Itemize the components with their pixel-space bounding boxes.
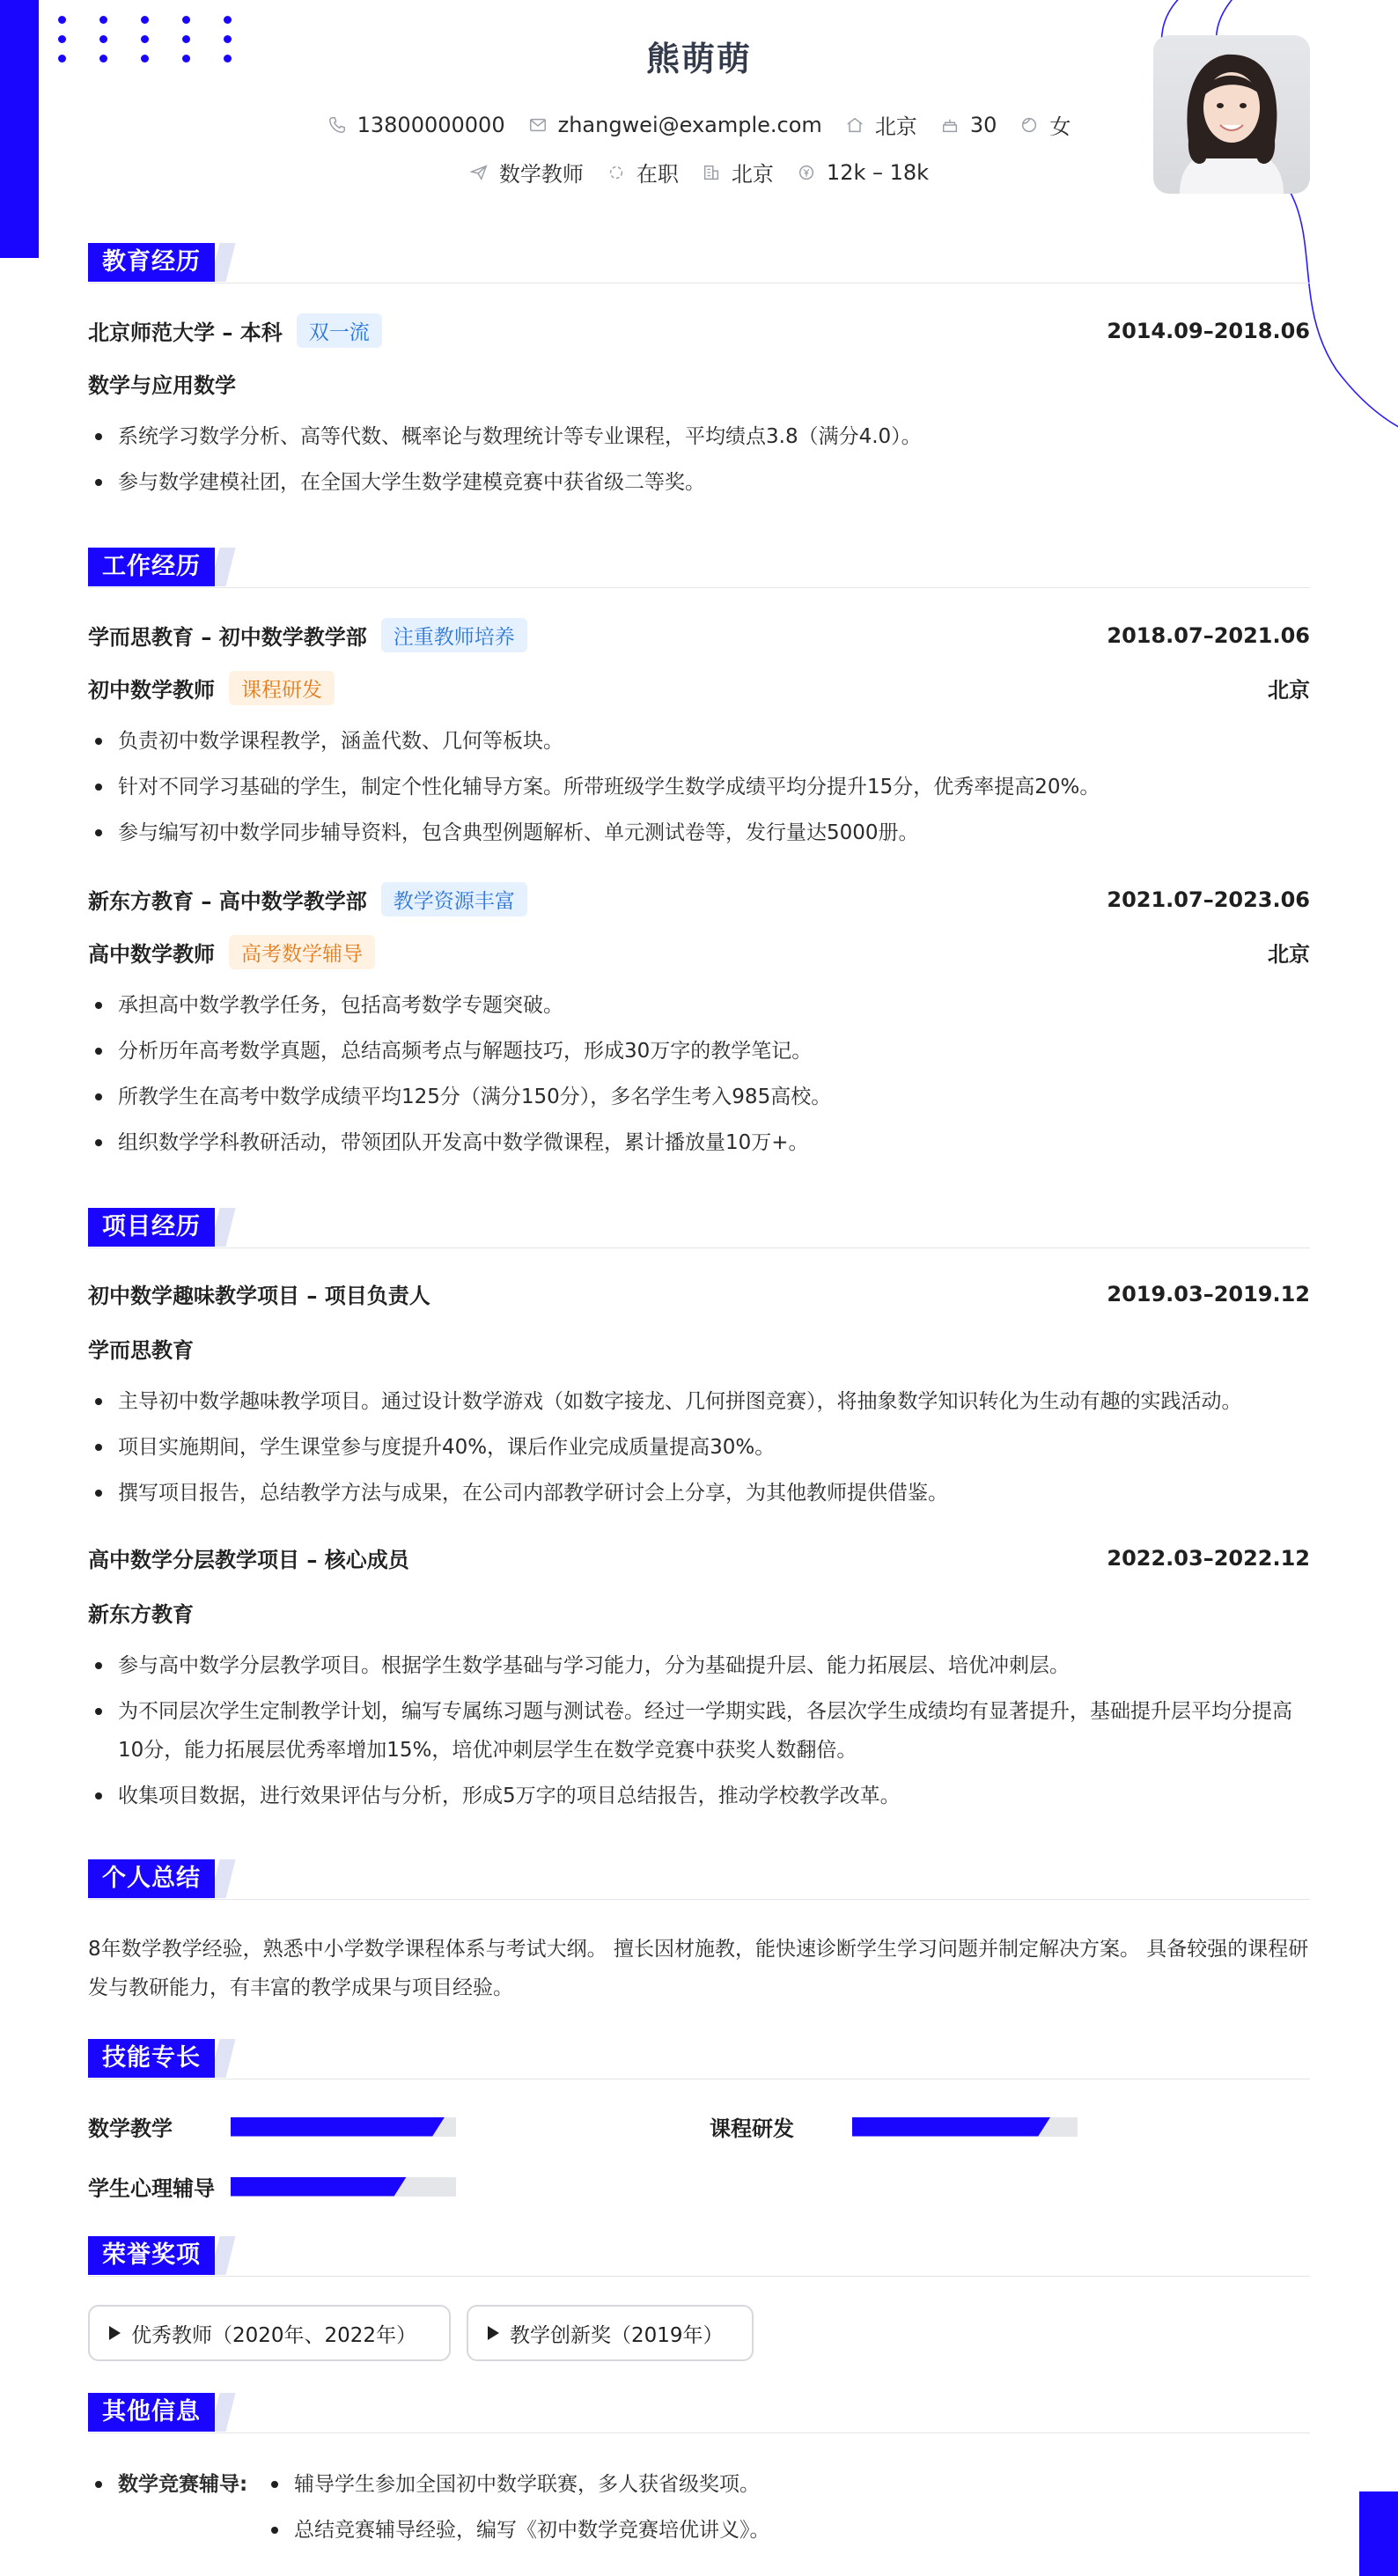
work-city: 北京 — [1268, 678, 1310, 703]
triangle-icon — [488, 2326, 499, 2340]
work-bullets — [88, 983, 1310, 1166]
send-icon — [469, 163, 489, 182]
list-item: 项目实施期间，学生课堂参与度提升40%，课后作业完成质量提高30%。 — [88, 1424, 1310, 1470]
skill-name: 数学教学 — [88, 2116, 173, 2141]
decor-right-bar — [1359, 2491, 1398, 2576]
gender-icon — [1019, 115, 1039, 135]
list-item: 所教学生在高考中数学成绩平均125分（满分150分），多名学生考入985高校。 — [88, 1074, 1310, 1120]
list-item: 负责初中数学课程教学，涵盖代数、几何等板块。 — [88, 718, 1310, 764]
education-entry-header — [88, 313, 1310, 348]
company-name: 学而思教育 – 初中数学教学部 — [88, 625, 367, 650]
mail-icon — [528, 115, 548, 135]
skill-bar-fill — [231, 2177, 407, 2197]
list-item: 辅导学生参加全国初中数学联赛，多人获省级奖项。 — [264, 2462, 770, 2507]
skill-bar — [231, 2117, 456, 2137]
cake-icon — [940, 115, 960, 135]
hometown-item — [845, 109, 917, 140]
city-text: 北京 — [731, 162, 774, 187]
skill-item — [710, 2111, 1078, 2142]
age-text: 30 — [969, 112, 997, 137]
salary-item — [797, 160, 929, 185]
section-title: 教育经历 — [88, 243, 215, 282]
list-item: 承担高中数学教学任务，包括高考数学专题突破。 — [88, 983, 1310, 1028]
status-icon — [607, 163, 626, 182]
gender-text: 女 — [1049, 114, 1071, 139]
work-entry-header — [88, 618, 1310, 652]
other-list — [264, 2462, 770, 2553]
skill-bar — [231, 2177, 456, 2197]
status-item — [607, 157, 679, 188]
project-entry-header — [88, 1542, 1310, 1573]
company-name: 新东方教育 – 高中数学教学部 — [88, 889, 367, 914]
money-icon — [797, 163, 816, 182]
role-title: 初中数学教师 — [88, 678, 215, 703]
honor-chip — [467, 2305, 754, 2361]
building-icon — [702, 163, 721, 182]
project-period: 2022.03–2022.12 — [1107, 1545, 1310, 1571]
section-skills-header — [88, 2039, 1310, 2079]
work-period: 2018.07–2021.06 — [1107, 622, 1310, 648]
list-item: 参与数学建模社团，在全国大学生数学建模竞赛中获省级二等奖。 — [88, 460, 1310, 505]
skill-bar-fill — [852, 2117, 1050, 2137]
skill-name: 学生心理辅导 — [88, 2176, 215, 2201]
education-major: 数学与应用数学 — [88, 373, 236, 398]
list-item: 系统学习数学分析、高等代数、概率论与数理统计等专业课程，平均绩点3.8（满分4.0）。 — [88, 414, 1310, 460]
skill-name: 课程研发 — [710, 2116, 794, 2141]
education-bullets — [88, 414, 1310, 505]
section-title: 工作经历 — [88, 548, 215, 586]
skill-bar-fill — [231, 2117, 445, 2137]
school-name: 北京师范大学 – 本科 — [88, 320, 283, 345]
list-item: 为不同层次学生定制教学计划，编写专属练习题与测试卷。经过一学期实践，各层次学生成绩均有显著提升，基础提升层平均分提高10分，能力拓展层优秀率增加15%，培优冲刺层学生在数学竞赛中获奖人数翻倍。 — [88, 1689, 1310, 1773]
list-item: 针对不同学习基础的学生，制定个性化辅导方案。所带班级学生数学成绩平均分提升15分，优秀率提高20%。 — [88, 764, 1310, 810]
education-period: 2014.09–2018.06 — [1107, 318, 1310, 343]
project-org: 学而思教育 — [88, 1338, 194, 1363]
section-work-header — [88, 548, 1310, 588]
section-projects-header — [88, 1208, 1310, 1248]
list-item: 参与高中数学分层教学项目。根据学生数学基础与学习能力，分为基础提升层、能力拓展层、培优冲刺层。 — [88, 1643, 1310, 1689]
phone-icon — [327, 115, 347, 135]
work-bullets — [88, 718, 1310, 856]
other-info — [88, 2462, 1310, 2553]
list-item: 主导初中数学趣味教学项目。通过设计数学游戏（如数字接龙、几何拼图竞赛），将抽象数学知识转化为生动有趣的实践活动。 — [88, 1379, 1310, 1424]
project-org: 新东方教育 — [88, 1602, 194, 1627]
section-other-header — [88, 2393, 1310, 2433]
list-item: 总结竞赛辅导经验，编写《初中数学竞赛培优讲义》。 — [264, 2507, 770, 2553]
section-title: 技能专长 — [88, 2039, 215, 2078]
school-badge: 双一流 — [297, 313, 382, 348]
profile-photo — [1153, 35, 1310, 194]
role-badge: 课程研发 — [229, 671, 335, 705]
work-role-row — [88, 935, 1310, 969]
email-text: zhangwei@example.com — [557, 112, 822, 137]
project-bullets — [88, 1643, 1310, 1819]
section-summary-header — [88, 1859, 1310, 1900]
project-title: 初中数学趣味教学项目 – 项目负责人 — [88, 1284, 430, 1308]
honor-text: 优秀教师（2020年、2022年） — [131, 2323, 417, 2347]
section-title: 项目经历 — [88, 1208, 215, 1247]
section-title: 荣誉奖项 — [88, 2236, 215, 2275]
work-role-row — [88, 671, 1310, 705]
section-title: 个人总结 — [88, 1859, 215, 1898]
list-item: 分析历年高考数学真题，总结高频考点与解题技巧，形成30万字的教学笔记。 — [88, 1028, 1310, 1074]
section-honors-header — [88, 2236, 1310, 2277]
home-icon — [845, 115, 865, 135]
email-item — [528, 113, 822, 137]
project-title: 高中数学分层教学项目 – 核心成员 — [88, 1548, 409, 1572]
job-item — [469, 157, 584, 188]
skill-item — [88, 2171, 456, 2202]
city-item — [702, 157, 774, 188]
company-badge: 注重教师培养 — [381, 618, 527, 652]
phone-text: 13800000000 — [357, 112, 505, 137]
phone-item — [327, 113, 505, 137]
list-item: 撰写项目报告，总结教学方法与成果，在公司内部教学研讨会上分享，为其他教师提供借鉴。 — [88, 1470, 1310, 1516]
list-item: 参与编写初中数学同步辅导资料，包含典型例题解析、单元测试卷等，发行量达5000册。 — [88, 810, 1310, 856]
work-entry-header — [88, 882, 1310, 916]
work-period: 2021.07–2023.06 — [1107, 887, 1310, 912]
skill-item — [88, 2111, 456, 2142]
project-entry-header — [88, 1278, 1310, 1309]
job-text: 数学教师 — [498, 162, 584, 187]
honor-chip — [88, 2305, 451, 2361]
work-city: 北京 — [1268, 942, 1310, 967]
project-bullets — [88, 1379, 1310, 1516]
skill-bar — [852, 2117, 1078, 2137]
company-badge: 教学资源丰富 — [381, 882, 527, 916]
section-education-header — [88, 243, 1310, 283]
role-title: 高中数学教师 — [88, 942, 215, 967]
candidate-name: 熊萌萌 — [645, 40, 752, 78]
status-text: 在职 — [636, 162, 679, 187]
role-badge: 高考数学辅导 — [229, 935, 375, 969]
hometown-text: 北京 — [874, 114, 917, 139]
honor-text: 教学创新奖（2019年） — [510, 2323, 724, 2347]
project-period: 2019.03–2019.12 — [1107, 1281, 1310, 1306]
age-item — [940, 113, 997, 137]
list-item: 收集项目数据，进行效果评估与分析，形成5万字的项目总结报告，推动学校教学改革。 — [88, 1773, 1310, 1819]
triangle-icon — [109, 2326, 121, 2340]
salary-text: 12k – 18k — [826, 159, 930, 185]
gender-item — [1019, 109, 1071, 140]
list-item: 组织数学学科教研活动，带领团队开发高中数学微课程，累计播放量10万+。 — [88, 1120, 1310, 1166]
other-key: 数学竞赛辅导: — [118, 2473, 248, 2496]
section-title: 其他信息 — [88, 2393, 215, 2432]
summary-text: 8年数学教学经验，熟悉中小学数学课程体系与考试大纲。 擅长因材施教，能快速诊断学生学习问题并制定解决方案。 具备较强的课程研发与教研能力，有丰富的教学成果与项目经验。 — [88, 1938, 1309, 1999]
